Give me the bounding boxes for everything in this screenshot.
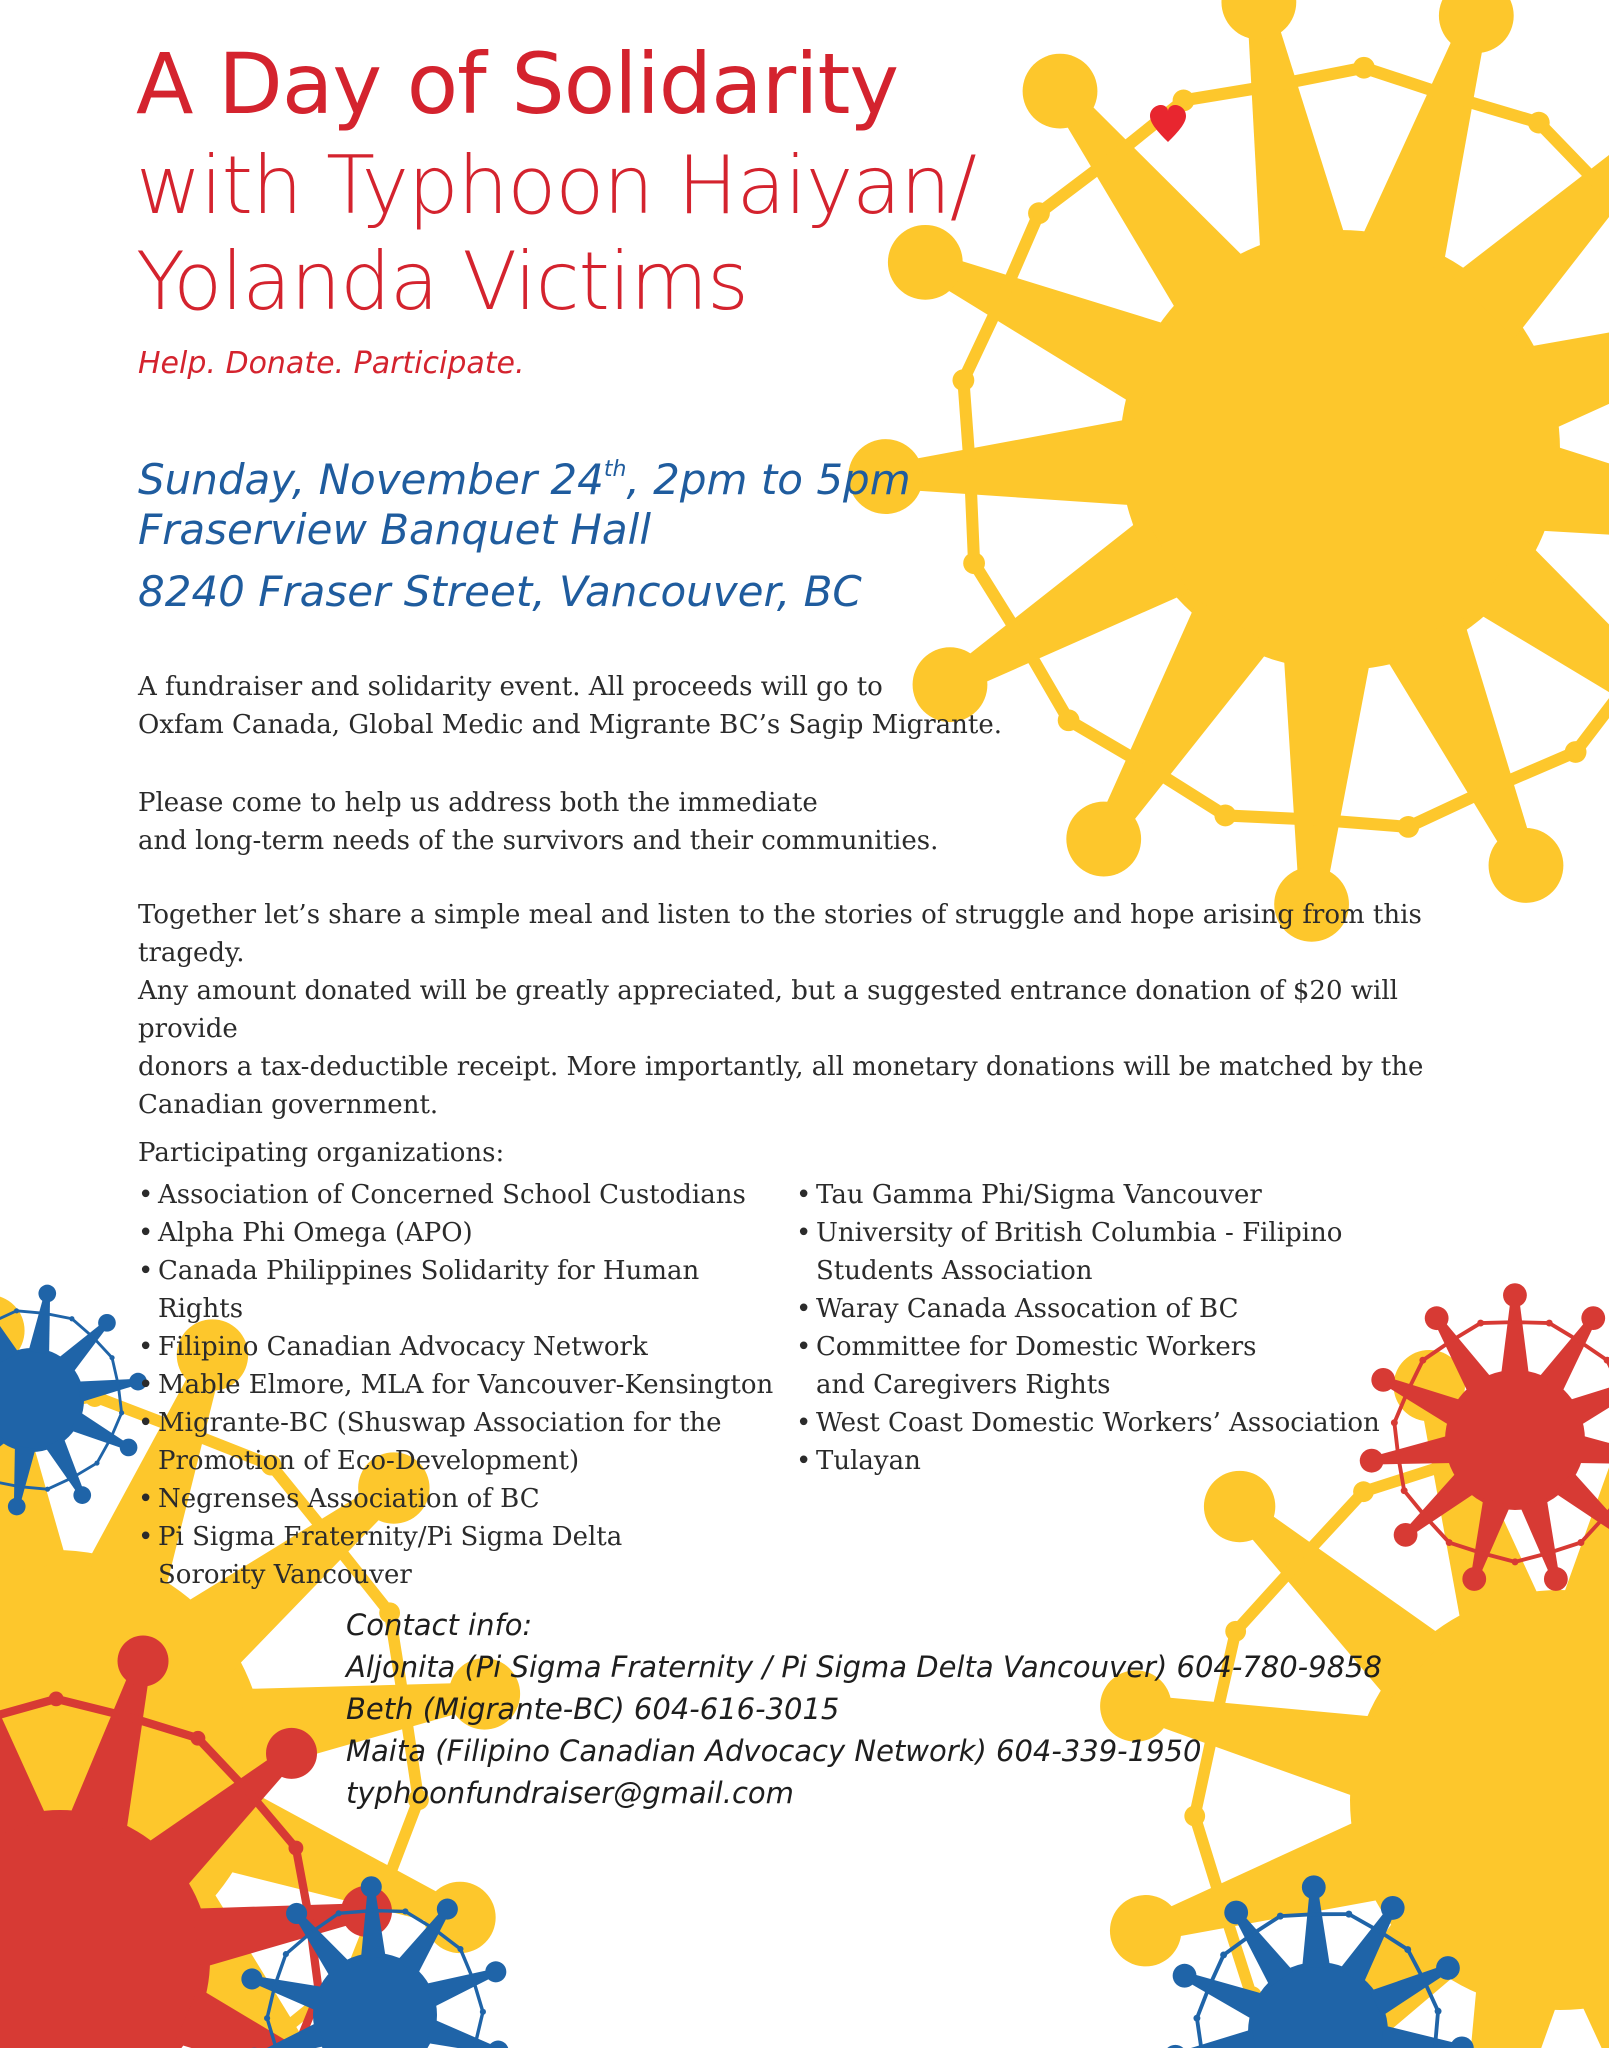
list-item: • Waray Canada Assocation of BC: [796, 1290, 1386, 1328]
list-item-text: • Committee for Domestic Workers: [816, 1332, 1257, 1362]
paragraph-donation: [138, 972, 1458, 1124]
list-item: • Negrenses Association of BC: [138, 1480, 778, 1518]
list-item-continuation: and Caregivers Rights: [816, 1370, 1111, 1400]
organizations-list-left: [138, 1176, 778, 1594]
contact-line: Beth (Migrante-BC) 604-616-3015: [346, 1692, 840, 1726]
list-item: • Mable Elmore, MLA for Vancouver-Kensington: [138, 1366, 778, 1404]
list-item: • Tulayan: [796, 1442, 1386, 1480]
paragraph-meal: Together let’s share a simple meal and listen to the stories of struggle and hope arising from this tragedy.: [138, 900, 1422, 968]
list-item-continuation: Sorority Vancouver: [158, 1560, 412, 1590]
organizations-list-right: [796, 1176, 1386, 1480]
event-venue: Fraserview Banquet Hall: [138, 505, 651, 554]
list-item-continuation: Promotion of Eco-Development): [158, 1446, 580, 1476]
paragraph-line: A fundraiser and solidarity event. All proceeds will go to: [138, 672, 883, 702]
date-suffix: th: [603, 457, 627, 482]
event-address: 8240 Fraser Street, Vancouver, BC: [138, 567, 862, 616]
list-item: [138, 1404, 778, 1480]
paragraph-line: donors a tax-deductible receipt. More importantly, all monetary donations will be matched by the: [138, 1052, 1424, 1082]
paragraph-line: Any amount donated will be greatly appreciated, but a suggested entrance donation of $20 will provide: [138, 976, 1398, 1044]
title-line-1: A Day of Solidarity: [136, 35, 899, 133]
list-item: • West Coast Domestic Workers’ Association: [796, 1404, 1386, 1442]
tagline: Help. Donate. Participate.: [138, 346, 525, 381]
list-item: • Canada Philippines Solidarity for Human Rights: [138, 1252, 778, 1328]
list-item-text: • Pi Sigma Fraternity/Pi Sigma Delta: [158, 1522, 623, 1552]
contact-info: [346, 1604, 1382, 1814]
event-time: , 2pm to 5pm: [626, 455, 911, 504]
paragraph-line: and long-term needs of the survivors and their communities.: [138, 826, 939, 856]
paragraph-needs: [138, 784, 1438, 860]
sun-people-circle-red-right: [1360, 1283, 1609, 1591]
list-item: • Association of Concerned School Custodians: [138, 1176, 778, 1214]
contact-line: Maita (Filipino Canadian Advocacy Network) 604-339-1950: [346, 1734, 1202, 1768]
list-item-continuation: Students Association: [816, 1256, 1093, 1286]
organizations-heading: Participating organizations:: [138, 1138, 505, 1168]
list-item: • Filipino Canadian Advocacy Network: [138, 1328, 778, 1366]
list-item: [796, 1328, 1386, 1404]
contact-email[interactable]: typhoonfundraiser@gmail.com: [346, 1776, 794, 1810]
list-item: • Tau Gamma Phi/Sigma Vancouver: [796, 1176, 1386, 1214]
title-line-2: with Typhoon Haiyan/: [136, 139, 976, 232]
paragraph-fundraiser: [138, 668, 1438, 744]
list-item-text: • Migrante-BC (Shuswap Association for the: [158, 1408, 722, 1438]
event-date: Sunday, November 24: [138, 455, 604, 504]
paragraph-line: Canadian government.: [138, 1090, 439, 1120]
list-item: [138, 1518, 778, 1594]
paragraph-line: Please come to help us address both the immediate: [138, 788, 818, 818]
list-item: [796, 1214, 1386, 1290]
list-item-text: • University of British Columbia - Filipino: [816, 1218, 1343, 1248]
contact-line: Aljonita (Pi Sigma Fraternity / Pi Sigma Delta Vancouver) 604-780-9858: [346, 1650, 1382, 1684]
list-item: • Alpha Phi Omega (APO): [138, 1214, 778, 1252]
contact-heading: Contact info:: [346, 1608, 533, 1642]
paragraph-line: Oxfam Canada, Global Medic and Migrante BC’s Sagip Migrante.: [138, 710, 1002, 740]
title-line-3: Yolanda Victims: [136, 235, 748, 328]
